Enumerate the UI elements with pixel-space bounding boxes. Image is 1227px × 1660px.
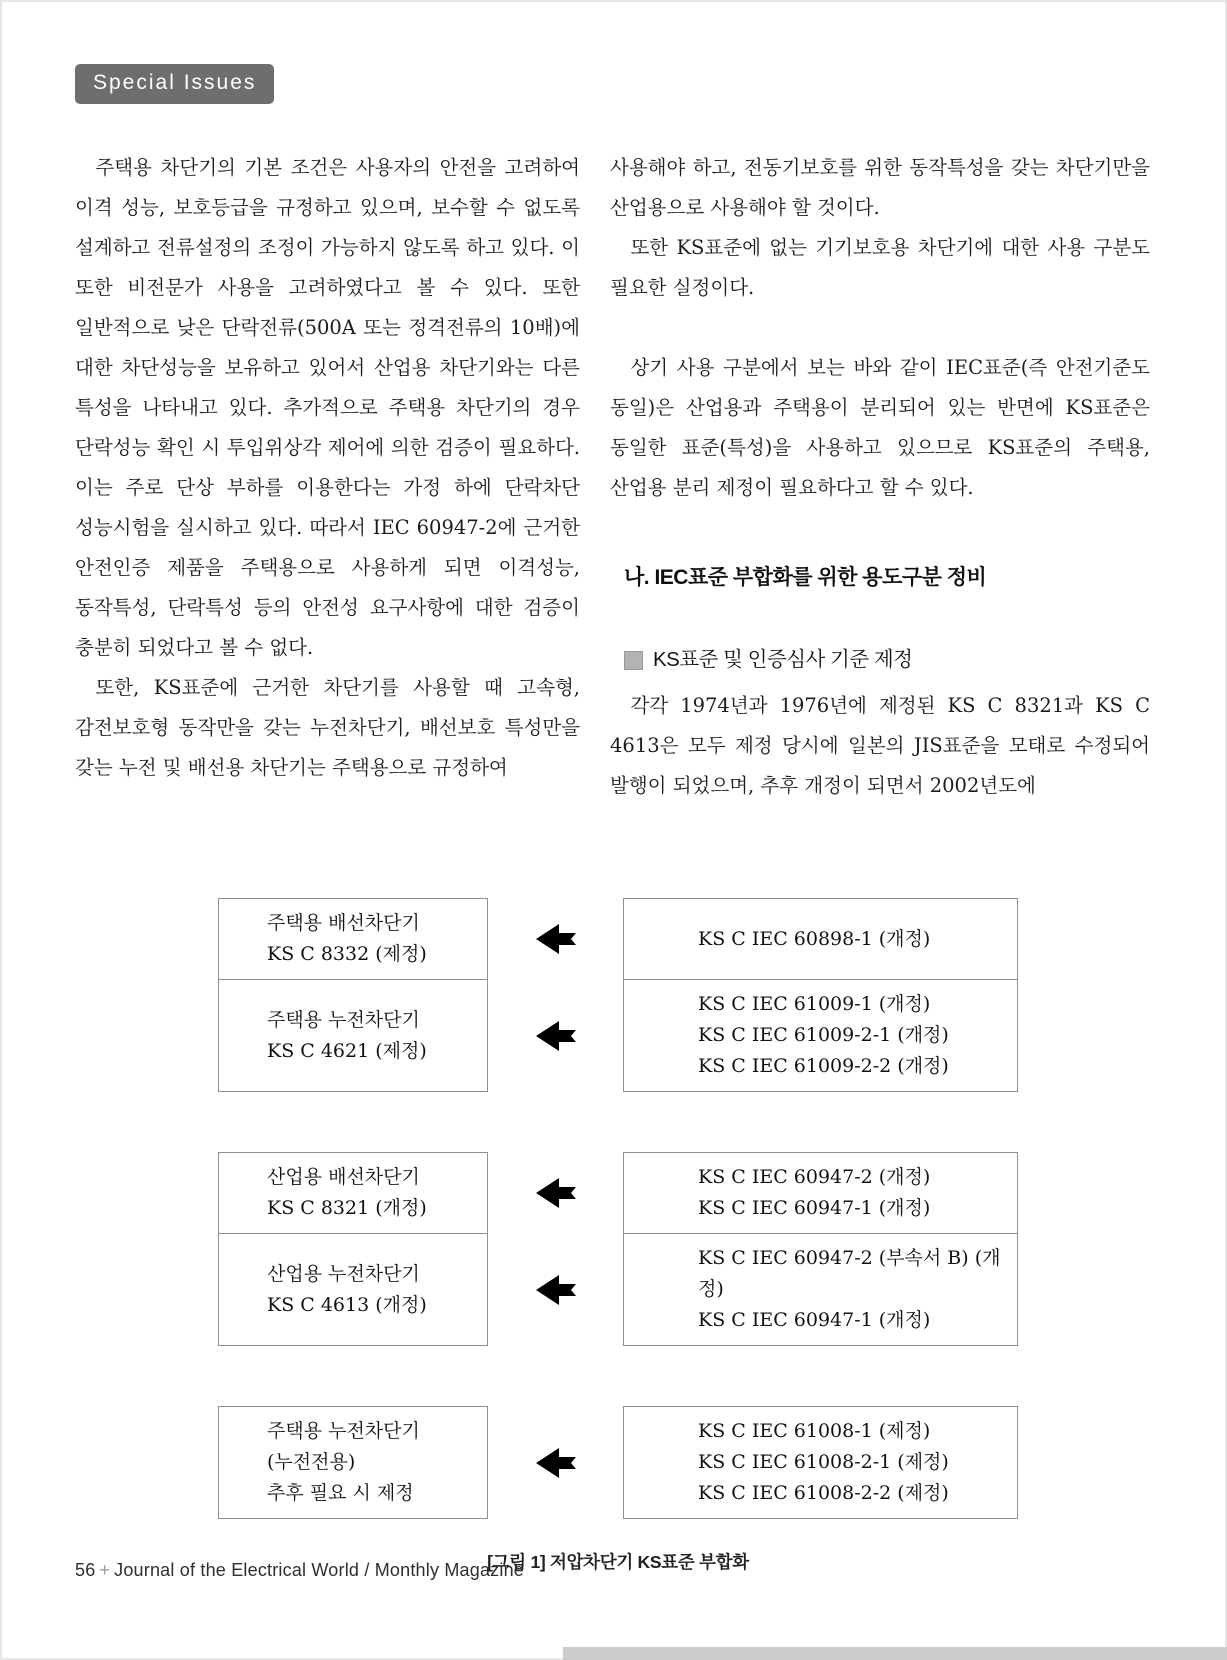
box-line: KS C IEC 61008-1 (제정) (698, 1420, 931, 1442)
page-edge-strip (563, 1647, 1227, 1660)
page-number: 56 (75, 1560, 96, 1580)
box-line: 추후 필요 시 제정 (267, 1482, 414, 1504)
paragraph: 또한, KS표준에 근거한 차단기를 사용할 때 고속형, 감전보호형 동작만을 갖는 누전차단기, 배선보호 특성만을 갖는 누전 및 배선용 차단기는 주택용으로 규정하여 (75, 676, 580, 779)
special-issues-badge: Special Issues (75, 64, 274, 104)
right-column (610, 148, 1150, 806)
paragraph: 사용해야 하고, 전동기보호를 위한 동작특성을 갖는 차단기만을 산업용으로 사용해야 할 것이다. (610, 156, 1150, 219)
box-line: KS C IEC 61009-2-2 (개정) (698, 1055, 949, 1077)
square-bullet-icon (624, 651, 643, 670)
sub-heading-label: KS표준 및 인증심사 기준 제정 (653, 648, 913, 671)
box-line: KS C IEC 61009-2-1 (개정) (698, 1024, 949, 1046)
box-line: KS C IEC 60947-1 (개정) (698, 1197, 931, 1219)
box-line: KS C IEC 60898-1 (개정) (698, 927, 931, 950)
ks-standard-box (218, 1152, 488, 1234)
spacer (610, 308, 1150, 348)
figure-row (218, 1233, 1018, 1346)
box-line: KS C IEC 61008-2-1 (제정) (698, 1451, 949, 1473)
iec-standard-box (623, 1152, 1018, 1234)
box-line: 주택용 누전차단기 (267, 1420, 420, 1442)
ks-standard-box (218, 1233, 488, 1346)
box-line: KS C IEC 60947-2 (개정) (698, 1166, 931, 1188)
box-line: 산업용 배선차단기 (267, 1166, 420, 1188)
figure-row (218, 979, 1018, 1092)
left-arrow-icon (488, 1233, 623, 1346)
ks-standard-box (218, 1406, 488, 1519)
box-line: KS C 4621 (제정) (267, 1039, 427, 1062)
paragraph: 각각 1974년과 1976년에 제정된 KS C 8321과 KS C 4613은 모두 제정 당시에 일본의 JIS표준을 모태로 수정되어 발행이 되었으며, 추후 개정이 되면서 2002년도에 (610, 694, 1150, 797)
box-line: KS C 4613 (개정) (267, 1293, 427, 1316)
page-footer (75, 1560, 524, 1581)
left-arrow-icon (488, 1152, 623, 1234)
paragraph: 주택용 차단기의 기본 조건은 사용자의 안전을 고려하여 이격 성능, 보호등급을 규정하고 있으며, 보수할 수 없도록 설계하고 전류설정의 조정이 가능하지 않도록 하고 있다. 이 또한 비전문가 사용을 고려하였다고 볼 수 있다. 또한 일반적으로 낮은 단락전류(500A 또는 정격전류의 10배)에 대한 차단성능을 보유하고 있어서 산업용 차단기와는 다른 특성을 나타내고 있다. 추가적으로 주택용 차단기의 경우 단락성능 확인 시 투입위상각 제어에 의한 검증이 필요하다. 이는 주로 단상 부하를 이용한다는 가정 하에 단락차단 성능시험을 실시하고 있다. 따라서 IEC 60947-2에 근거한 안전인증 제품을 주택용으로 사용하게 되면 이격성능, 동작특성, 단락특성 등의 안전성 요구사항에 대한 검증이 충분히 되었다고 볼 수 없다. (75, 156, 580, 659)
body-columns (75, 148, 1150, 806)
iec-standard-box (623, 1406, 1018, 1519)
iec-standard-box (623, 898, 1018, 980)
figure-group-gap (218, 1092, 1018, 1152)
left-arrow-icon (488, 898, 623, 980)
figure-caption: [그림 1] 저압차단기 KS표준 부합화 (487, 1552, 749, 1572)
section-heading: 나. IEC표준 부합화를 위한 용도구분 정비 (624, 566, 987, 589)
box-line: KS C IEC 60947-2 (부속서 B) (개정) (698, 1247, 1001, 1300)
left-arrow-icon (488, 979, 623, 1092)
box-line: KS C IEC 61008-2-2 (제정) (698, 1482, 949, 1504)
box-line: KS C 8332 (제정) (267, 943, 427, 965)
paragraph: 또한 KS표준에 없는 기기보호용 차단기에 대한 사용 구분도 필요한 실정이다. (610, 236, 1150, 299)
figure-row (218, 1152, 1018, 1234)
box-line: (누전전용) (267, 1451, 356, 1473)
figure-row (218, 1406, 1018, 1519)
box-line: KS C 8321 (개정) (267, 1197, 427, 1219)
footer-journal-title: Journal of the Electrical World / Monthly Magazine (114, 1560, 524, 1580)
box-line: 산업용 누전차단기 (267, 1262, 420, 1285)
figure-group-gap (218, 1346, 1018, 1406)
paragraph: 상기 사용 구분에서 보는 바와 같이 IEC표준(즉 안전기준도 동일)은 산업용과 주택용이 분리되어 있는 반면에 KS표준은 동일한 표준(특성)을 사용하고 있으므로 KS표준의 주택용, 산업용 분리 제정이 필요하다고 할 수 있다. (610, 356, 1150, 499)
box-line: KS C IEC 60947-1 (개정) (698, 1309, 931, 1331)
box-line: 주택용 누전차단기 (267, 1008, 420, 1031)
box-line: KS C IEC 61009-1 (개정) (698, 993, 931, 1015)
left-arrow-icon (488, 1406, 623, 1519)
footer-separator: + (99, 1560, 111, 1580)
figure-row (218, 898, 1018, 980)
left-column (75, 148, 580, 806)
sub-heading (610, 640, 1150, 680)
ks-standard-box (218, 898, 488, 980)
box-line: 주택용 배선차단기 (267, 912, 420, 934)
figure-1 (218, 898, 1018, 1574)
iec-standard-box (623, 1233, 1018, 1346)
ks-standard-box (218, 979, 488, 1092)
iec-standard-box (623, 979, 1018, 1092)
